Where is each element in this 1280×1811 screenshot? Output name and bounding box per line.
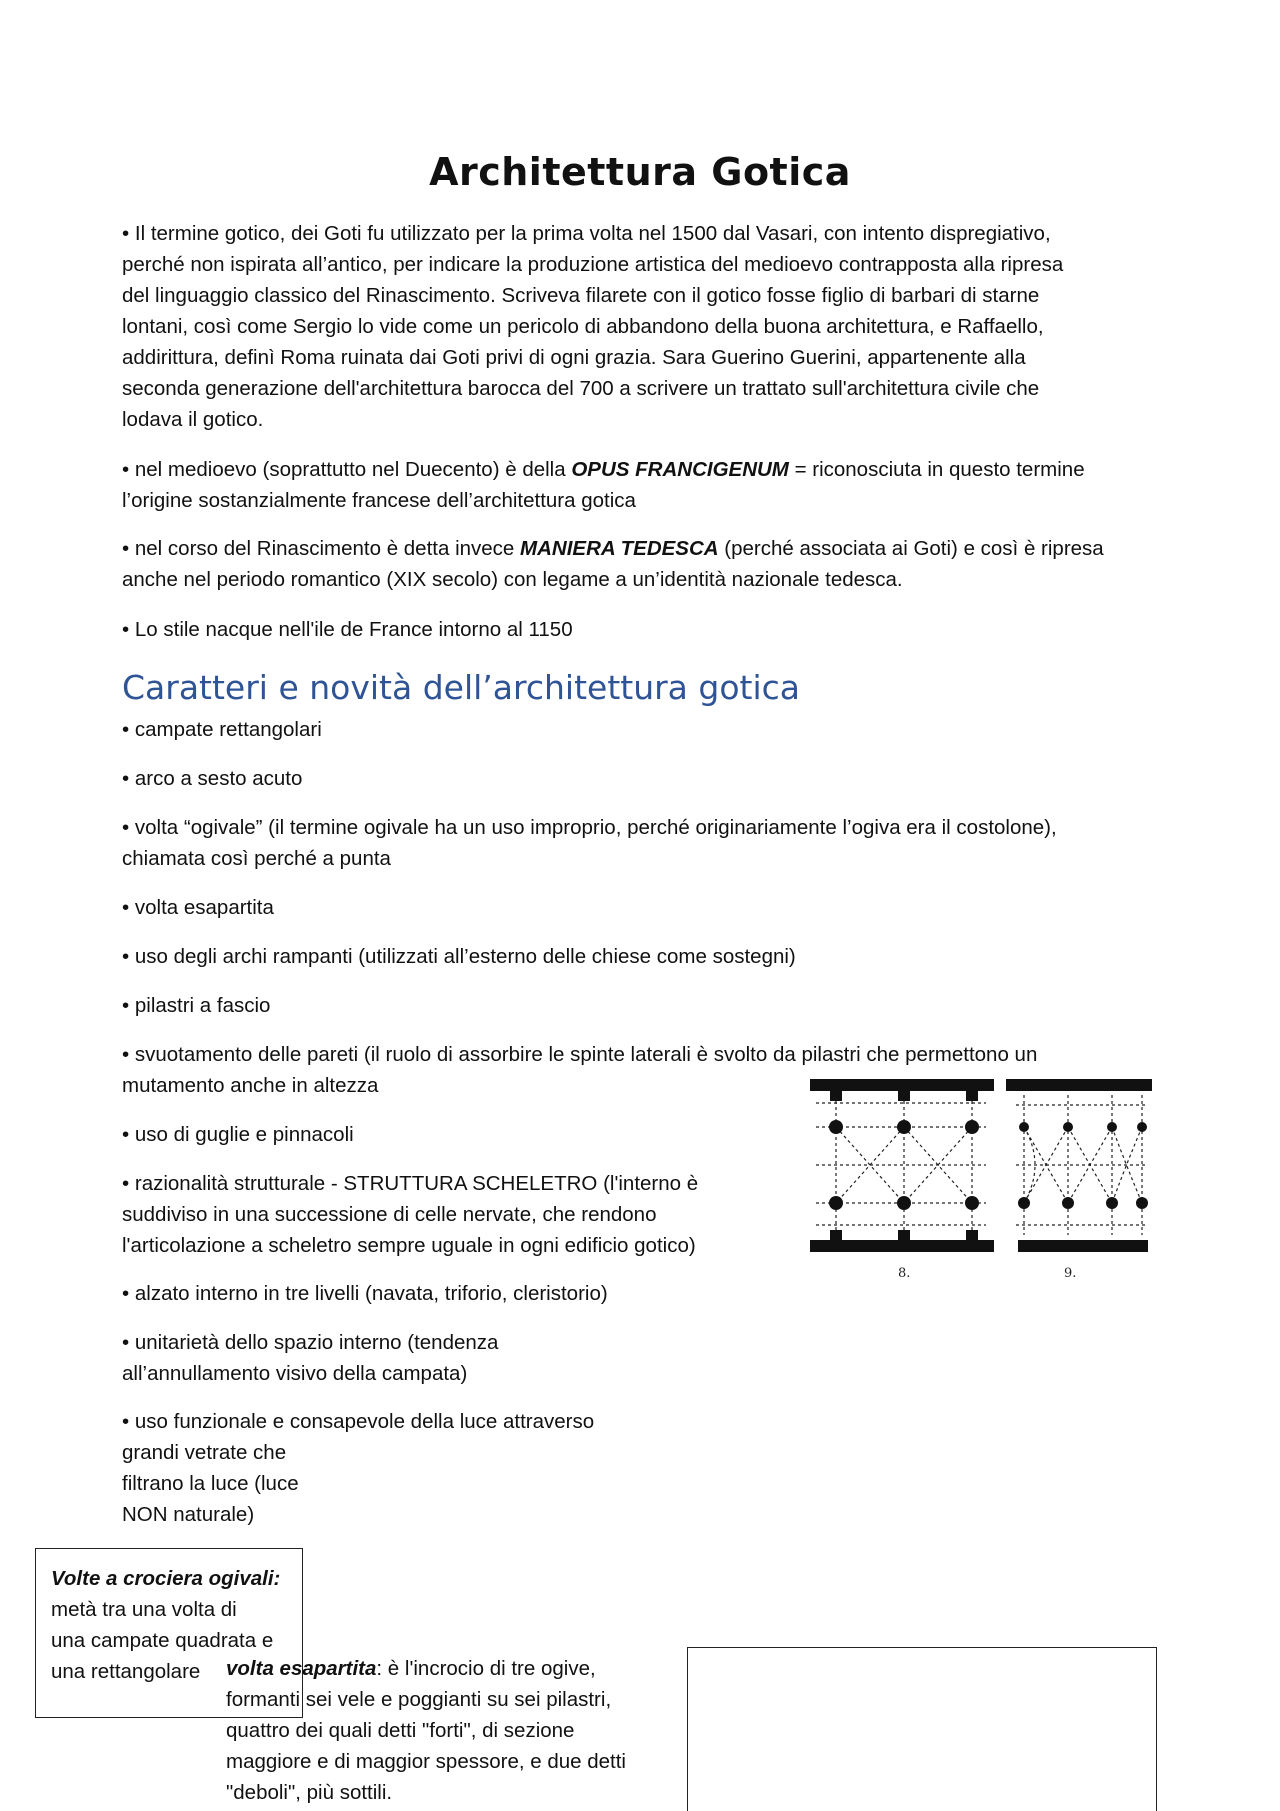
opus-francigenum-paragraph [122, 454, 1152, 516]
vault-plan-9 [1006, 1079, 1152, 1252]
text-line: una campate quadrata e [51, 1629, 274, 1652]
text-line: seconda generazione dell'architettura barocca del 700 a scrivere un trattato sull'architettura civile che [122, 377, 1040, 400]
text-line: del linguaggio classico del Rinascimento. Scriveva filarete con il gotico fosse figlio di barbari di starne [122, 284, 1040, 307]
list-item: • razionalità strutturale - STRUTTURA SCHELETRO (l'interno è suddiviso in una successione di celle nervate, che rendono l'articolazione a scheletro sempre uguale in ogni edificio gotico) [122, 1172, 699, 1257]
page-title: Architettura Gotica [429, 150, 851, 194]
text-line: anche nel periodo romantico (XIX secolo) con legame a un’identità nazionale tedesca. [122, 568, 903, 591]
text-line: maggiore e di maggior spessore, e due detti [226, 1750, 626, 1773]
list-item: • uso degli archi rampanti (utilizzati all’esterno delle chiese come sostegni) [122, 945, 796, 968]
vault-plan-8 [810, 1079, 994, 1252]
text-line: • nel medioevo (soprattutto nel Duecento) è della OPUS FRANCIGENUM = riconosciuta in questo termine [122, 458, 1085, 481]
text-line: lodava il gotico. [122, 408, 264, 431]
list-item: • volta “ogivale” (il termine ogivale ha un uso improprio, perché originariamente l’ogiva era il costolone), chiamata così perché a punta [122, 816, 1057, 870]
emphasis-text: MANIERA TEDESCA [520, 537, 719, 560]
text-line: formanti sei vele e poggianti su sei pilastri, [226, 1688, 612, 1711]
text-line: metà tra una volta di [51, 1598, 237, 1621]
vault-plan-figure [806, 1075, 1156, 1285]
empty-image-frame [687, 1647, 1157, 1811]
text-line: quattro dei quali detti "forti", di sezione [226, 1719, 575, 1742]
text-line: "deboli", più sottili. [226, 1781, 393, 1804]
list-item: • campate rettangolari [122, 718, 322, 741]
text-line: lontani, così come Sergio lo vide come un pericolo di abbandono della buona architettura, e Raffaello, [122, 315, 1044, 338]
maniera-tedesca-paragraph [122, 533, 1152, 595]
list-item: • pilastri a fascio [122, 994, 271, 1017]
intro-paragraph [122, 218, 1152, 435]
text-line: volta esapartita: è l'incrocio di tre ogive, [226, 1657, 596, 1680]
list-item: • uso di guglie e pinnacoli [122, 1123, 354, 1146]
text-line: una rettangolare [51, 1660, 201, 1683]
text-line: addirittura, definì Roma ruinata dai Goti privi di ogni grazia. Sara Guerino Guerini, appartenente alla [122, 346, 1026, 369]
figure-label-9: 9. [1064, 1266, 1077, 1281]
text-line: • Il termine gotico, dei Goti fu utilizzato per la prima volta nel 1500 dal Vasari, con intento dispregiativo, [122, 222, 1051, 245]
list-item: • alzato interno in tre livelli (navata, triforio, cleristorio) [122, 1282, 608, 1305]
list-item: • unitarietà dello spazio interno (tendenza all’annullamento visivo della campata) [122, 1331, 499, 1385]
section-heading: Caratteri e novità dell’architettura gotica [122, 668, 800, 707]
list-item: • svuotamento delle pareti (il ruolo di assorbire le spinte laterali è svolto da pilastri che permettono un mutamento anche in altezza [122, 1043, 1038, 1097]
list-item: • arco a sesto acuto [122, 767, 303, 790]
textbox-title: Volte a crociera ogivali: [51, 1567, 281, 1590]
origin-paragraph: • Lo stile nacque nell'ile de France intorno al 1150 [122, 618, 573, 641]
list-item: • volta esapartita [122, 896, 274, 919]
emphasis-text: OPUS FRANCIGENUM [571, 458, 789, 481]
emphasis-text: volta esapartita [226, 1657, 377, 1680]
text-line: perché non ispirata all’antico, per indicare la produzione artistica del medioevo contrapposta alla ripresa [122, 253, 1064, 276]
figure-label-8: 8. [898, 1266, 911, 1281]
text-line: • nel corso del Rinascimento è detta invece MANIERA TEDESCA (perché associata ai Goti) e così è ripresa [122, 537, 1104, 560]
list-item: • uso funzionale e consapevole della luce attraverso grandi vetrate che filtrano la luce (luce NON naturale) [122, 1410, 595, 1526]
text-line: l’origine sostanzialmente francese dell’architettura gotica [122, 489, 636, 512]
volta-esapartita-paragraph [226, 1653, 666, 1808]
